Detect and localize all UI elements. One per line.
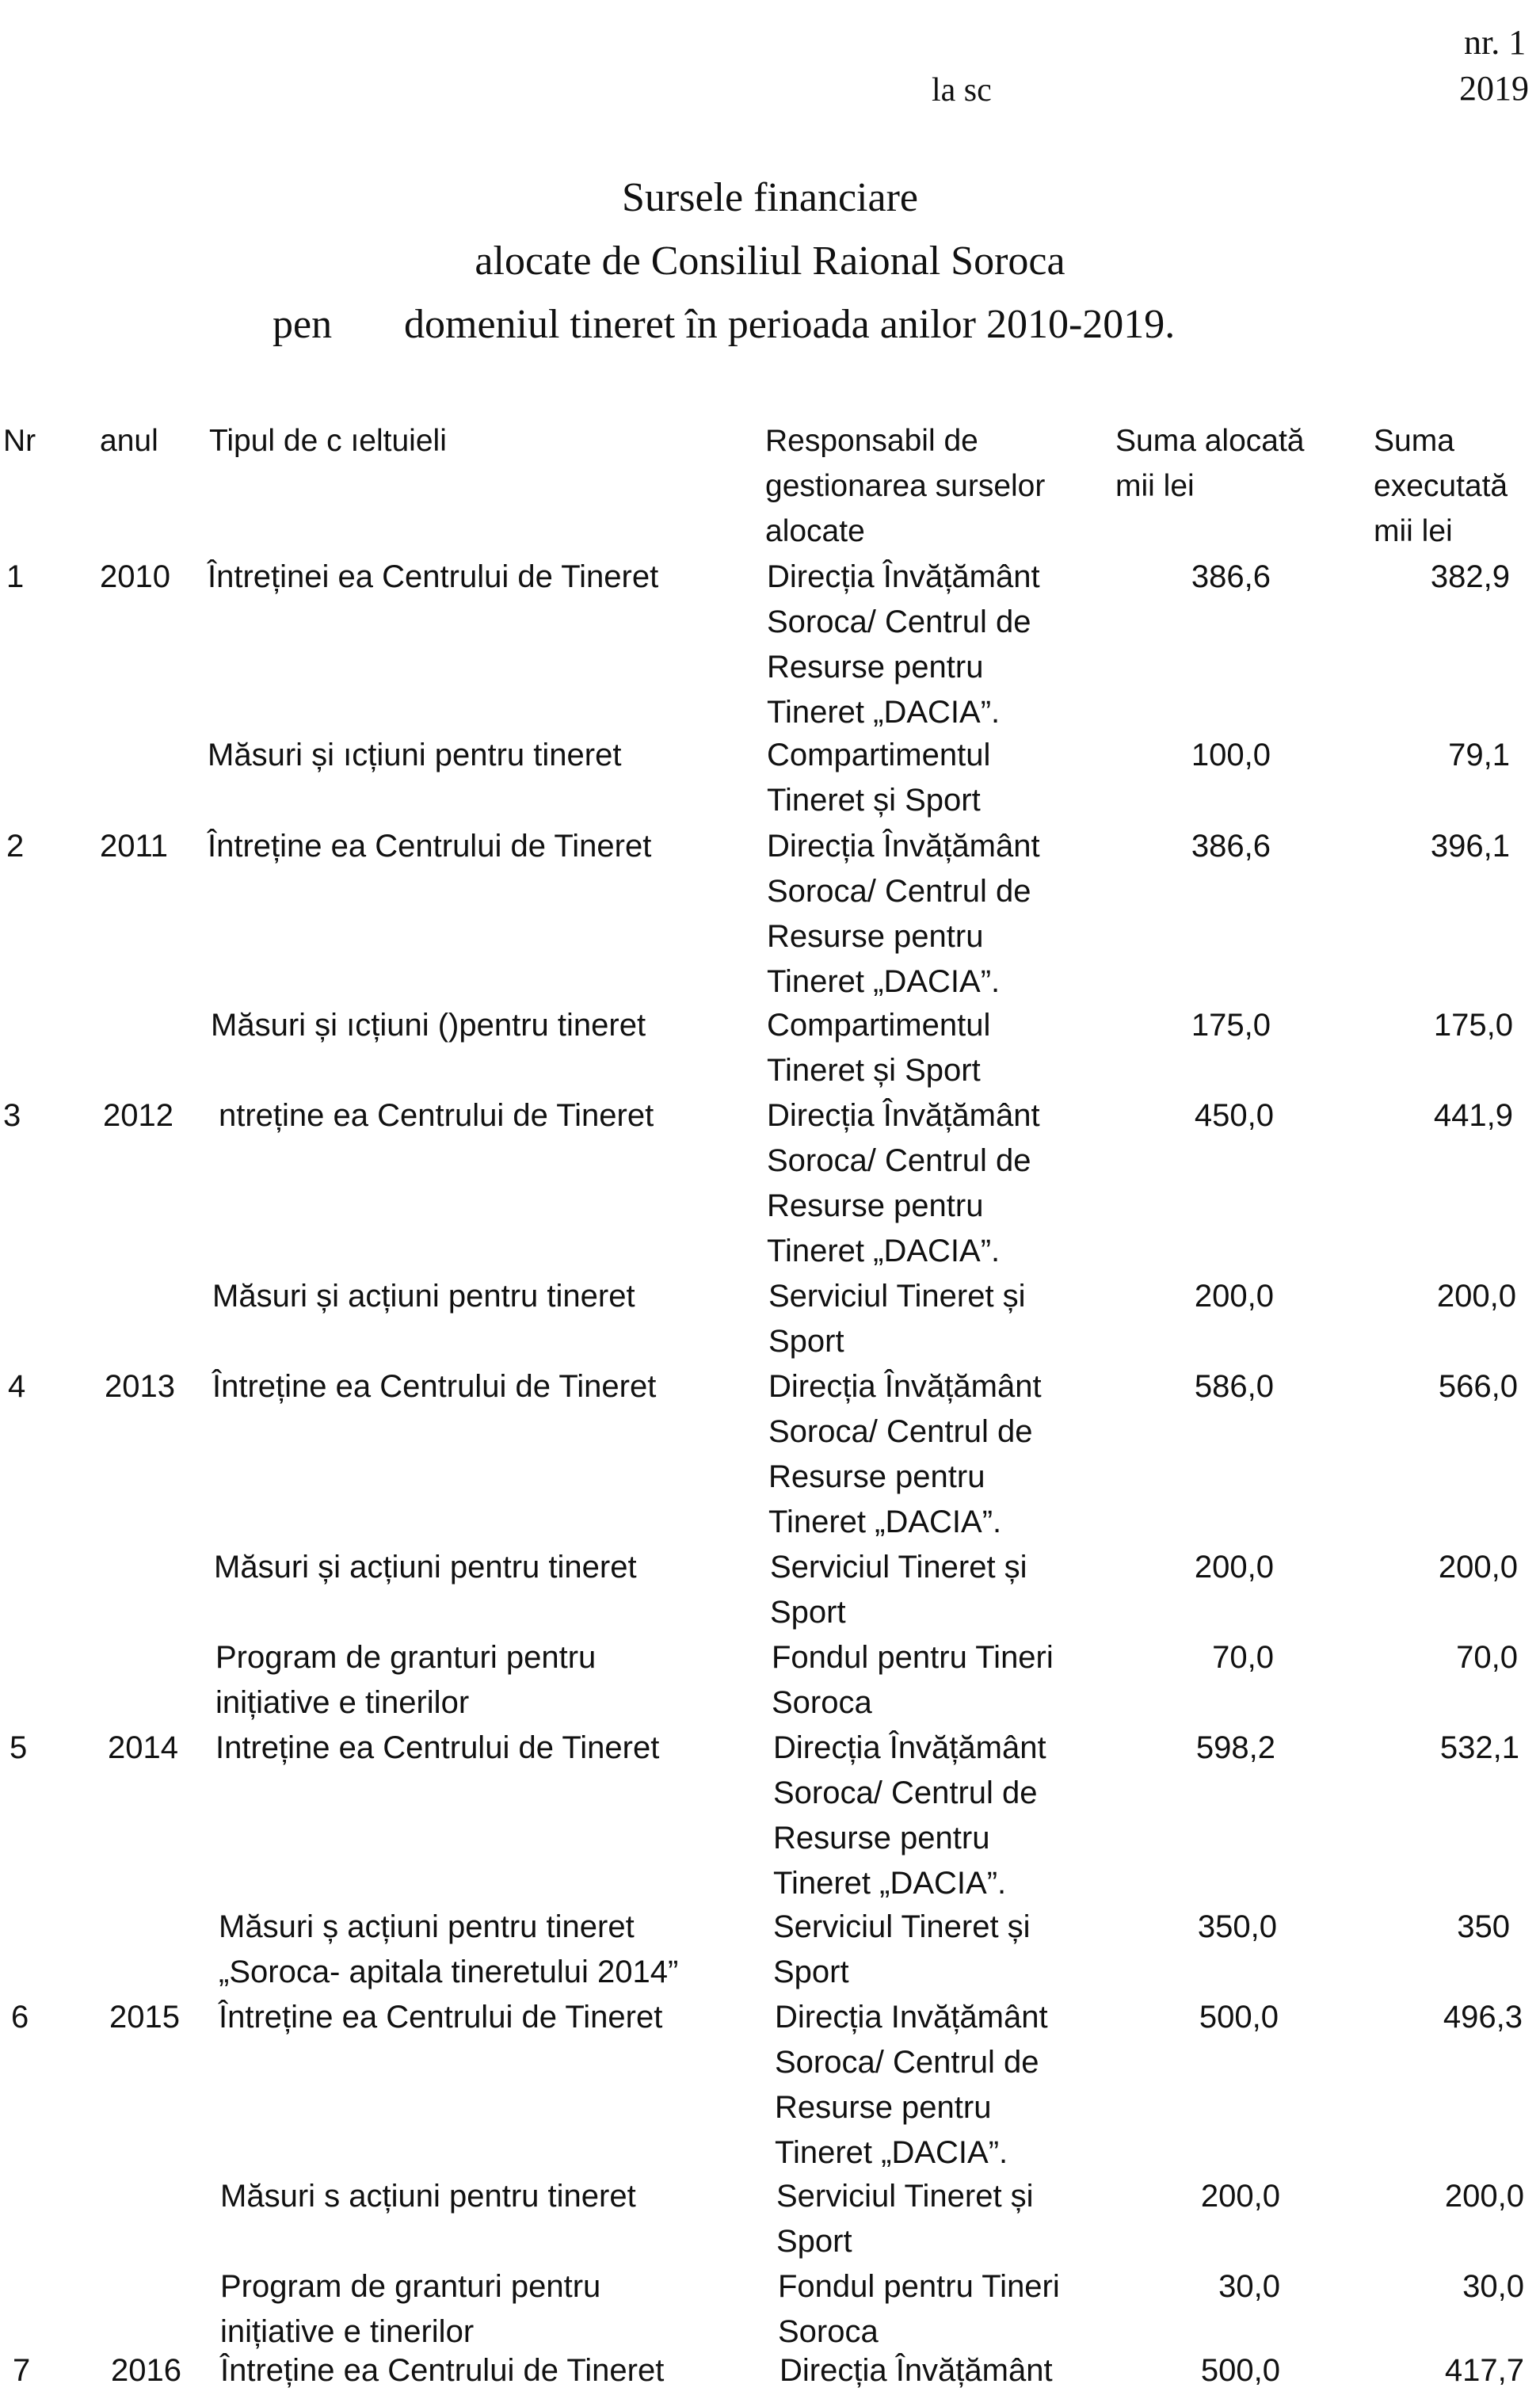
row-suma-alocata: 175,0 (1191, 1008, 1271, 1043)
row-responsabil: Direcția Invățământ Soroca/ Centrul de Resurse pentru Tineret „DACIA”. (775, 2000, 1048, 2170)
header-suma-executata: Suma executată mii lei (1374, 424, 1508, 548)
row-suma-executata: 396,1 (1430, 829, 1510, 864)
row-tipul: Program de granturi pentru inițiative e tinerilor (215, 1640, 597, 1720)
title-line-2: alocate de Consiliul Raional Soroca (475, 238, 1065, 284)
row-suma-alocata: 386,6 (1191, 559, 1271, 594)
row-responsabil: Fondul pentru Tineri Soroca (772, 1640, 1054, 1720)
row-tipul: Intreține ea Centrului de Tineret (215, 1730, 660, 1765)
row-responsabil: Serviciul Tineret și Sport (776, 2179, 1034, 2259)
decision-reference: la sc (932, 72, 992, 109)
row-tipul: Măsuri și acțiuni pentru tineret (212, 1279, 635, 1314)
row-responsabil: Compartimentul Tineret și Sport (767, 738, 991, 818)
row-nr: 4 (8, 1369, 26, 1404)
row-suma-executata: 175,0 (1433, 1008, 1513, 1043)
row-nr: 3 (3, 1098, 21, 1133)
row-suma-executata: 382,9 (1430, 559, 1510, 594)
row-suma-alocata: 586,0 (1194, 1369, 1274, 1404)
row-anul: 2013 (105, 1369, 175, 1404)
row-suma-alocata: 598,2 (1195, 1730, 1275, 1765)
row-suma-executata: 532,1 (1439, 1730, 1519, 1765)
row-suma-alocata: 200,0 (1194, 1279, 1274, 1314)
row-tipul: Măsuri și ıcțiuni ()pentru tineret (211, 1008, 646, 1043)
row-responsabil: Serviciul Tineret și Sport (773, 1909, 1031, 1989)
row-tipul: Măsuri s acțiuni pentru tineret (220, 2179, 636, 2214)
row-tipul: Întreține ea Centrului de Tineret (208, 829, 652, 864)
row-suma-executata: 200,0 (1444, 2179, 1524, 2214)
row-responsabil: Direcția Învățământ Soroca/ Centrul de Resurse pentru Tineret „DACIA”. (767, 1098, 1040, 1268)
row-tipul: Măsuri și acțiuni pentru tineret (214, 1550, 637, 1585)
row-suma-executata: 417,7 (1444, 2353, 1524, 2388)
row-responsabil: Direcția Învățământ Soroca/ Centrul de Resurse pentru Tineret „DACIA”. (773, 1730, 1046, 1901)
header-responsabil: Responsabil de gestionarea surselor alocate (765, 424, 1046, 548)
row-nr: 1 (6, 559, 25, 594)
row-anul: 2012 (103, 1098, 173, 1133)
annex-year: 2019 (1459, 69, 1529, 108)
annex-number: nr. 1 (1464, 23, 1527, 62)
row-suma-alocata: 30,0 (1218, 2269, 1280, 2304)
header-nr: Nr (3, 424, 36, 458)
row-suma-executata: 200,0 (1438, 1550, 1518, 1585)
row-anul: 2014 (108, 1730, 178, 1765)
row-responsabil: Direcția Învățământ Soroca/ Centrul de Resurse pentru Tineret „DACIA”. (767, 559, 1040, 730)
row-nr: 6 (11, 2000, 29, 2035)
row-tipul: Întreține ea Centrului de Tineret (212, 1369, 657, 1404)
title-line-1: Sursele financiare (622, 175, 918, 220)
row-tipul: Măsuri și ıcțiuni pentru tineret (208, 738, 622, 772)
row-anul: 2015 (109, 2000, 180, 2035)
title-line-3-start: pen (273, 302, 333, 347)
row-tipul: Program de granturi pentru inițiative e tinerilor (220, 2269, 601, 2349)
header-anul: anul (100, 424, 158, 458)
row-nr: 2 (6, 829, 25, 864)
header-tipul: Tipul de c ıeltuieli (209, 424, 447, 458)
row-suma-alocata: 500,0 (1199, 2000, 1279, 2035)
row-responsabil: Direcția Învățământ (780, 2353, 1053, 2388)
row-suma-executata: 441,9 (1433, 1098, 1513, 1133)
row-tipul: Măsuri ș acțiuni pentru tineret „Soroca- apitala tineretului 2014” (219, 1909, 679, 1989)
row-suma-executata: 496,3 (1443, 2000, 1523, 2035)
row-nr: 7 (13, 2353, 31, 2388)
row-suma-alocata: 386,6 (1191, 829, 1271, 864)
row-nr: 5 (10, 1730, 28, 1765)
row-suma-alocata: 350,0 (1197, 1909, 1277, 1944)
row-suma-alocata: 500,0 (1200, 2353, 1280, 2388)
row-anul: 2010 (100, 559, 170, 594)
header-suma-alocata: Suma alocată mii lei (1115, 424, 1305, 503)
row-suma-alocata: 70,0 (1212, 1640, 1274, 1675)
row-responsabil: Serviciul Tineret și Sport (770, 1550, 1027, 1630)
row-suma-executata: 70,0 (1456, 1640, 1518, 1675)
row-responsabil: Direcția Învățământ Soroca/ Centrul de Resurse pentru Tineret „DACIA”. (768, 1369, 1042, 1539)
row-suma-alocata: 100,0 (1191, 738, 1271, 772)
row-suma-alocata: 200,0 (1194, 1550, 1274, 1585)
row-tipul: ntreține ea Centrului de Tineret (219, 1098, 654, 1133)
row-suma-executata: 30,0 (1462, 2269, 1524, 2304)
row-suma-executata: 200,0 (1436, 1279, 1516, 1314)
row-responsabil: Serviciul Tineret și Sport (768, 1279, 1026, 1359)
row-suma-executata: 350 (1457, 1909, 1510, 1944)
row-tipul: Întreține ea Centrului de Tineret (219, 2000, 663, 2035)
row-anul: 2016 (111, 2353, 181, 2388)
row-anul: 2011 (100, 829, 169, 864)
row-suma-executata: 566,0 (1438, 1369, 1518, 1404)
row-suma-executata: 79,1 (1448, 738, 1510, 772)
row-responsabil: Compartimentul Tineret și Sport (767, 1008, 991, 1088)
row-responsabil: Fondul pentru Tineri Soroca (778, 2269, 1060, 2349)
row-tipul: Întreține ea Centrului de Tineret (220, 2353, 665, 2388)
row-suma-alocata: 450,0 (1194, 1098, 1274, 1133)
row-responsabil: Direcția Învățământ Soroca/ Centrul de Resurse pentru Tineret „DACIA”. (767, 829, 1040, 999)
row-suma-alocata: 200,0 (1200, 2179, 1280, 2214)
title-line-3-end: domeniul tineret în perioada anilor 2010-2019. (404, 302, 1176, 347)
row-tipul: Întreținei ea Centrului de Tineret (208, 559, 659, 594)
